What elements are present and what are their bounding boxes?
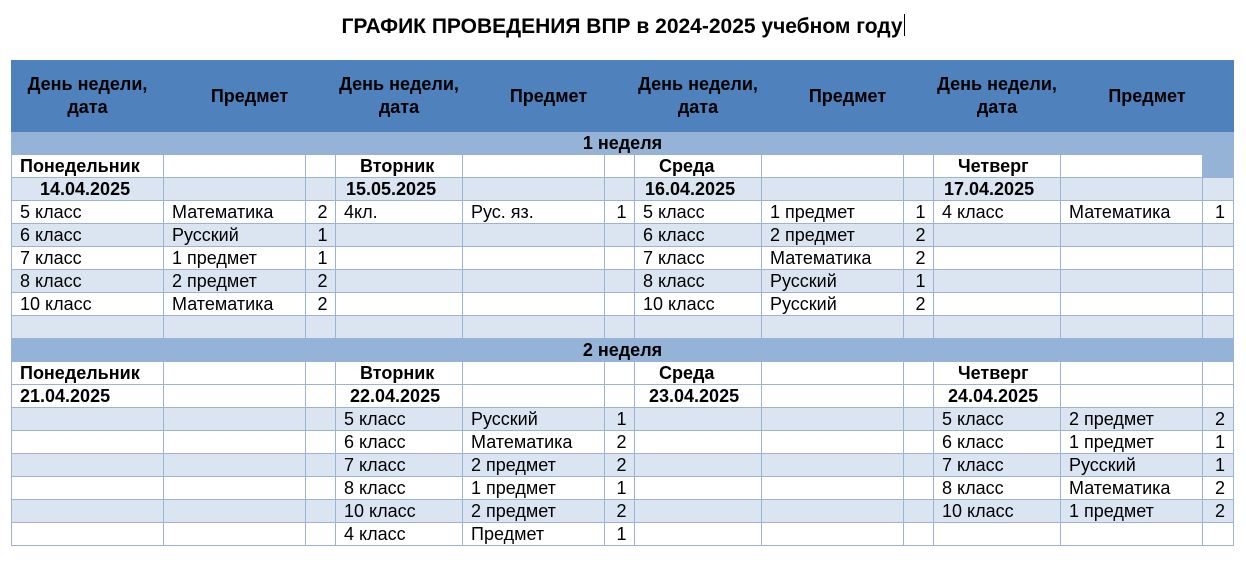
empty-cell: [463, 155, 605, 178]
subject-cell: [1061, 224, 1203, 247]
class-cell: 10 класс: [12, 293, 164, 316]
table-row: [12, 500, 1234, 523]
subject-cell: 2 предмет: [1061, 408, 1203, 431]
count-cell: 2: [605, 500, 635, 523]
class-cell: [635, 477, 762, 500]
week-label: 2 неделя: [12, 339, 1234, 362]
empty-cell: [762, 362, 904, 385]
class-cell: 10 класс: [336, 500, 463, 523]
date-cell: 17.04.2025: [934, 178, 1061, 201]
count-cell: [904, 477, 934, 500]
date-cell: 23.04.2025: [635, 385, 762, 408]
class-cell: 8 класс: [336, 477, 463, 500]
class-cell: [635, 500, 762, 523]
header-subject-4: Предмет: [1061, 61, 1234, 132]
subject-cell: Предмет: [463, 523, 605, 546]
count-cell: 1: [306, 224, 336, 247]
class-cell: 6 класс: [934, 431, 1061, 454]
count-cell: [306, 454, 336, 477]
table-row: [12, 224, 1234, 247]
empty-cell: [463, 178, 605, 201]
count-cell: 2: [605, 454, 635, 477]
count-cell: [306, 477, 336, 500]
subject-cell: [463, 224, 605, 247]
day-name-cell: Вторник: [336, 362, 463, 385]
count-cell: 2: [904, 224, 934, 247]
day-name-cell: Четверг: [934, 155, 1061, 178]
class-cell: [336, 270, 463, 293]
empty-cell: [762, 178, 904, 201]
header-subject-1: Предмет: [164, 61, 336, 132]
empty-cell: [762, 385, 904, 408]
date-cell: 24.04.2025: [934, 385, 1061, 408]
header-subject-3: Предмет: [762, 61, 934, 132]
class-cell: 4 класс: [934, 201, 1061, 224]
empty-cell: [904, 155, 934, 178]
class-cell: [635, 408, 762, 431]
date-row: [12, 385, 1234, 408]
subject-cell: [463, 247, 605, 270]
class-cell: [336, 247, 463, 270]
subject-cell: 1 предмет: [1061, 431, 1203, 454]
class-cell: [336, 293, 463, 316]
class-cell: [12, 431, 164, 454]
count-cell: [605, 293, 635, 316]
table-row: [12, 431, 1234, 454]
subject-cell: 1 предмет: [164, 247, 306, 270]
date-cell: 16.04.2025: [635, 178, 762, 201]
count-cell: 2: [904, 293, 934, 316]
subject-cell: 1 предмет: [1061, 500, 1203, 523]
count-cell: [605, 224, 635, 247]
class-cell: [12, 316, 164, 339]
count-cell: [904, 454, 934, 477]
subject-cell: [164, 477, 306, 500]
count-cell: 1: [306, 247, 336, 270]
day-name-cell: Вторник: [336, 155, 463, 178]
empty-cell: [1061, 155, 1203, 178]
subject-cell: [463, 316, 605, 339]
subject-cell: [463, 293, 605, 316]
empty-cell: [306, 178, 336, 201]
subject-cell: Математика: [1061, 477, 1203, 500]
empty-cell: [1061, 362, 1203, 385]
count-cell: [306, 431, 336, 454]
count-cell: [306, 316, 336, 339]
class-cell: 8 класс: [934, 477, 1061, 500]
class-cell: [934, 293, 1061, 316]
subject-cell: 2 предмет: [164, 270, 306, 293]
subject-cell: [164, 500, 306, 523]
empty-cell: [904, 385, 934, 408]
class-cell: 5 класс: [12, 201, 164, 224]
count-cell: [306, 523, 336, 546]
class-cell: [635, 454, 762, 477]
count-cell: [904, 431, 934, 454]
count-cell: [306, 408, 336, 431]
subject-cell: [762, 408, 904, 431]
count-cell: [1203, 224, 1234, 247]
week-header-row: [12, 132, 1234, 155]
class-cell: [934, 523, 1061, 546]
class-cell: [12, 454, 164, 477]
subject-cell: Математика: [762, 247, 904, 270]
count-cell: 2: [605, 431, 635, 454]
text-caret: [904, 14, 905, 36]
day-name-cell: Четверг: [934, 362, 1061, 385]
subject-cell: Математика: [463, 431, 605, 454]
subject-cell: Русский: [762, 270, 904, 293]
class-cell: [635, 316, 762, 339]
date-cell: 15.05.2025: [336, 178, 463, 201]
subject-cell: [1061, 247, 1203, 270]
class-cell: [12, 477, 164, 500]
subject-cell: [164, 454, 306, 477]
header-row: [12, 61, 1234, 132]
subject-cell: [463, 270, 605, 293]
table-row: [12, 316, 1234, 339]
empty-cell: [1203, 155, 1234, 178]
subject-cell: Математика: [164, 293, 306, 316]
count-cell: [1203, 270, 1234, 293]
class-cell: [934, 270, 1061, 293]
header-day-4: День недели, дата: [934, 61, 1061, 132]
class-cell: 5 класс: [336, 408, 463, 431]
subject-cell: [762, 500, 904, 523]
empty-cell: [1061, 178, 1203, 201]
empty-cell: [1203, 362, 1234, 385]
table-row: [12, 477, 1234, 500]
date-cell: 22.04.2025: [336, 385, 463, 408]
table-row: [12, 247, 1234, 270]
class-cell: 10 класс: [635, 293, 762, 316]
subject-cell: [1061, 523, 1203, 546]
table-row: [12, 201, 1234, 224]
day-name-cell: Среда: [635, 362, 762, 385]
empty-cell: [164, 178, 306, 201]
table-row: [12, 454, 1234, 477]
count-cell: 1: [1203, 454, 1234, 477]
count-cell: 2: [306, 293, 336, 316]
table-row: [12, 523, 1234, 546]
count-cell: 1: [605, 408, 635, 431]
class-cell: 4кл.: [336, 201, 463, 224]
count-cell: [1203, 247, 1234, 270]
subject-cell: [164, 523, 306, 546]
date-cell: 21.04.2025: [12, 385, 164, 408]
subject-cell: 1 предмет: [762, 201, 904, 224]
class-cell: [934, 316, 1061, 339]
subject-cell: Русский: [1061, 454, 1203, 477]
empty-cell: [605, 178, 635, 201]
empty-cell: [904, 178, 934, 201]
count-cell: [904, 523, 934, 546]
subject-cell: [762, 477, 904, 500]
table-row: [12, 293, 1234, 316]
subject-cell: 2 предмет: [762, 224, 904, 247]
empty-cell: [306, 385, 336, 408]
count-cell: 2: [1203, 500, 1234, 523]
subject-cell: [762, 454, 904, 477]
class-cell: [934, 247, 1061, 270]
count-cell: 2: [1203, 477, 1234, 500]
subject-cell: [164, 316, 306, 339]
class-cell: [12, 523, 164, 546]
date-cell: 14.04.2025: [12, 178, 164, 201]
subject-cell: [1061, 293, 1203, 316]
count-cell: [904, 316, 934, 339]
count-cell: [1203, 523, 1234, 546]
schedule-table: [11, 60, 1234, 546]
class-cell: 6 класс: [12, 224, 164, 247]
count-cell: 1: [605, 477, 635, 500]
header-subject-2: Предмет: [463, 61, 635, 132]
empty-cell: [605, 362, 635, 385]
count-cell: [605, 247, 635, 270]
empty-cell: [463, 362, 605, 385]
count-cell: [1203, 293, 1234, 316]
page-title: [0, 14, 1246, 40]
week-label: 1 неделя: [12, 132, 1234, 155]
count-cell: [904, 500, 934, 523]
count-cell: 2: [1203, 408, 1234, 431]
subject-cell: Рус. яз.: [463, 201, 605, 224]
empty-cell: [164, 362, 306, 385]
count-cell: [1203, 316, 1234, 339]
subject-cell: [164, 408, 306, 431]
class-cell: [635, 431, 762, 454]
empty-cell: [463, 385, 605, 408]
empty-cell: [1203, 178, 1234, 201]
class-cell: [635, 523, 762, 546]
subject-cell: [1061, 270, 1203, 293]
subject-cell: 2 предмет: [463, 500, 605, 523]
table-row: [12, 270, 1234, 293]
count-cell: 1: [605, 201, 635, 224]
class-cell: [12, 500, 164, 523]
class-cell: 7 класс: [635, 247, 762, 270]
empty-cell: [1203, 385, 1234, 408]
week-header-row: [12, 339, 1234, 362]
title-text: ГРАФИК ПРОВЕДЕНИЯ ВПР в 2024-2025 учебном году: [341, 15, 903, 38]
class-cell: 5 класс: [635, 201, 762, 224]
class-cell: 7 класс: [336, 454, 463, 477]
class-cell: [934, 224, 1061, 247]
header-day-2: День недели, дата: [336, 61, 463, 132]
class-cell: 8 класс: [12, 270, 164, 293]
day-name-cell: Среда: [635, 155, 762, 178]
count-cell: 2: [904, 247, 934, 270]
class-cell: 6 класс: [336, 431, 463, 454]
class-cell: 7 класс: [12, 247, 164, 270]
count-cell: 2: [306, 201, 336, 224]
day-name-cell: Понедельник: [12, 155, 164, 178]
empty-cell: [605, 155, 635, 178]
class-cell: [336, 224, 463, 247]
subject-cell: [762, 316, 904, 339]
count-cell: [605, 270, 635, 293]
class-cell: [12, 408, 164, 431]
subject-cell: [1061, 316, 1203, 339]
empty-cell: [306, 155, 336, 178]
subject-cell: Математика: [1061, 201, 1203, 224]
subject-cell: 2 предмет: [463, 454, 605, 477]
subject-cell: [762, 523, 904, 546]
header-day-3: День недели, дата: [635, 61, 762, 132]
empty-cell: [762, 155, 904, 178]
count-cell: 1: [1203, 201, 1234, 224]
subject-cell: [762, 431, 904, 454]
day-name-row: [12, 362, 1234, 385]
count-cell: 1: [904, 270, 934, 293]
header-day-1: День недели, дата: [12, 61, 164, 132]
class-cell: 7 класс: [934, 454, 1061, 477]
count-cell: [904, 408, 934, 431]
class-cell: 8 класс: [635, 270, 762, 293]
subject-cell: [164, 431, 306, 454]
count-cell: [306, 500, 336, 523]
count-cell: 1: [605, 523, 635, 546]
class-cell: 10 класс: [934, 500, 1061, 523]
count-cell: 1: [904, 201, 934, 224]
class-cell: 4 класс: [336, 523, 463, 546]
count-cell: [605, 316, 635, 339]
table-row: [12, 408, 1234, 431]
count-cell: 1: [1203, 431, 1234, 454]
class-cell: [336, 316, 463, 339]
subject-cell: Русский: [463, 408, 605, 431]
empty-cell: [904, 362, 934, 385]
empty-cell: [164, 385, 306, 408]
count-cell: 2: [306, 270, 336, 293]
subject-cell: 1 предмет: [463, 477, 605, 500]
class-cell: 5 класс: [934, 408, 1061, 431]
subject-cell: Математика: [164, 201, 306, 224]
class-cell: 6 класс: [635, 224, 762, 247]
subject-cell: Русский: [762, 293, 904, 316]
empty-cell: [306, 362, 336, 385]
empty-cell: [605, 385, 635, 408]
empty-cell: [164, 155, 306, 178]
date-row: [12, 178, 1234, 201]
day-name-cell: Понедельник: [12, 362, 164, 385]
day-name-row: [12, 155, 1234, 178]
subject-cell: Русский: [164, 224, 306, 247]
empty-cell: [1061, 385, 1203, 408]
